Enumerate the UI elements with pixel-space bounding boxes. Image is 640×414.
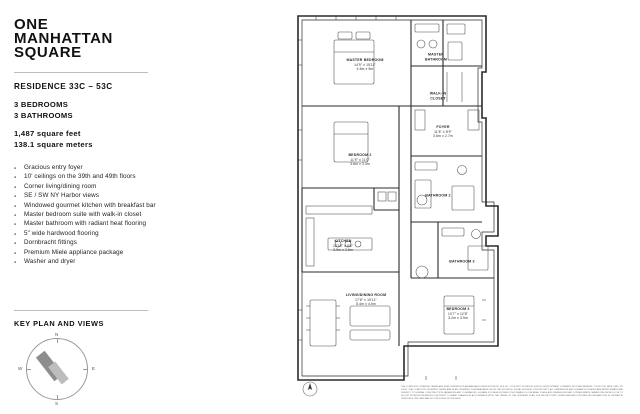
floor-plan-drawing [286,10,626,382]
room-label-kitchen: KITCHEN 12'10" x 8'6" 3.9m x 2.6m [332,239,354,253]
list-item: ● Washer and dryer [14,257,282,266]
list-item: ● SE / SW NY Harbor views [14,191,282,200]
compass-tick [57,338,58,343]
room-label-bathroom-2: BATHROOM 2 [425,193,451,198]
bathroom-count: 3 BATHROOMS [14,110,73,120]
room-label-living-dining-room: LIVING/DINING ROOM 17'8" x 15'11" 5.4m x 4.6m [345,293,387,307]
bedroom-count: 3 BEDROOMS [14,100,69,109]
list-item: ● Gracious entry foyer [14,163,282,172]
compass-icon [18,332,95,406]
compass-label-n: N [55,332,59,337]
list-item: ● 10' ceilings on the 39th and 49th floors [14,172,282,181]
list-item: ● Windowed gourmet kitchen with breakfast bar [14,201,282,210]
brand-logo [14,18,282,60]
page-title: RESIDENCE 33C – 53C [14,82,113,91]
divider [14,310,148,311]
brand-line-2: MANHATTAN [14,30,113,47]
room-label-master-bedroom: MASTER BEDROOM 14'9" x 15'11" 4.5m x 5m [346,58,384,72]
divider [14,72,148,73]
features-list [14,163,282,266]
key-plan-title: KEY PLAN AND VIEWS [14,319,104,328]
list-item: ● Corner living/dining room [14,182,282,191]
room-label-bedroom-3: BEDROOM 3 10'7" x 12'8" 3.2m x 3.9m [446,307,470,321]
compass-label-s: S [55,401,59,406]
key-plan-section [14,310,204,406]
compass-tick [57,395,58,400]
list-item: ● 5" wide hardwood flooring [14,229,282,238]
room-label-foyer: FOYER 11'8" x 8'9" 3.6m x 2.7m [433,125,453,139]
area-sqft: 1,487 square feet [14,129,81,138]
brand-line-1: ONE [14,16,49,33]
list-item: ● Master bathroom with radiant heat flooring [14,219,282,228]
list-item: ● Premium Miele appliance package [14,248,282,257]
room-label-master-bathroom: MASTER BATHROOM [424,52,448,61]
legal-disclaimer: THE COMPLETE OFFERING TERMS ARE IN AN OFFERING PLAN AVAILABLE FROM SPONSOR. FILE NO. CD15-0297. SPONSOR: EXTELL DEVELOPMENT COMPANY, 805 THIRD AVENUE, 7TH FLOOR, NEW YORK, NY 10022. THE COMPLETE OFFERING TERMS ARE IN AN OFFERING PLAN AVAILABLE FROM THE SPONSOR. EQUAL HOUSING OPPORTUNITY. ALL DIMENSIONS AND SQUARE FOOTAGES ARE APPROXIMATE AND SUBJECT TO NORMAL CONSTRUCTION VARIANCES AND TOLERANCES. SQUARE FOOTAGE EXCEEDS THE USABLE FLOOR AREA. PLANS AND DIMENSIONS MAY CONTAIN MINOR VARIATIONS FROM FLOOR TO FLOOR. SPONSOR RESERVES THE RIGHT TO MAKE CHANGES IN ACCORDANCE WITH THE TERMS OF THE OFFERING PLAN. THE PROJECTIONS, FURNITURE AND FIXTURES SHOWN ARE FOR ILLUSTRATIVE PURPOSES ONLY AND ARE NOT INCLUDED IN THE SALE. [401,386,623,400]
floor-plan-svg [286,10,626,382]
room-label-bedroom-2: BEDROOM 2 11'9" x 11'0" 3.6m x 3.3m [348,153,372,167]
room-label-walk-in-closet: WALK-IN CLOSET [429,91,447,100]
north-arrow-icon [302,381,318,397]
compass-label-w: W [18,366,23,371]
compass-tick [26,369,31,370]
compass-label-e: E [91,366,95,371]
brand-line-3: SQUARE [14,44,82,61]
list-item: ● Master bedroom suite with walk-in closet [14,210,282,219]
list-item: ● Dornbracht fittings [14,238,282,247]
info-panel [14,14,282,406]
area-sqm: 138.1 square meters [14,139,93,149]
room-label-bathroom-3: BATHROOM 3 [449,259,475,264]
compass-tick [83,369,88,370]
